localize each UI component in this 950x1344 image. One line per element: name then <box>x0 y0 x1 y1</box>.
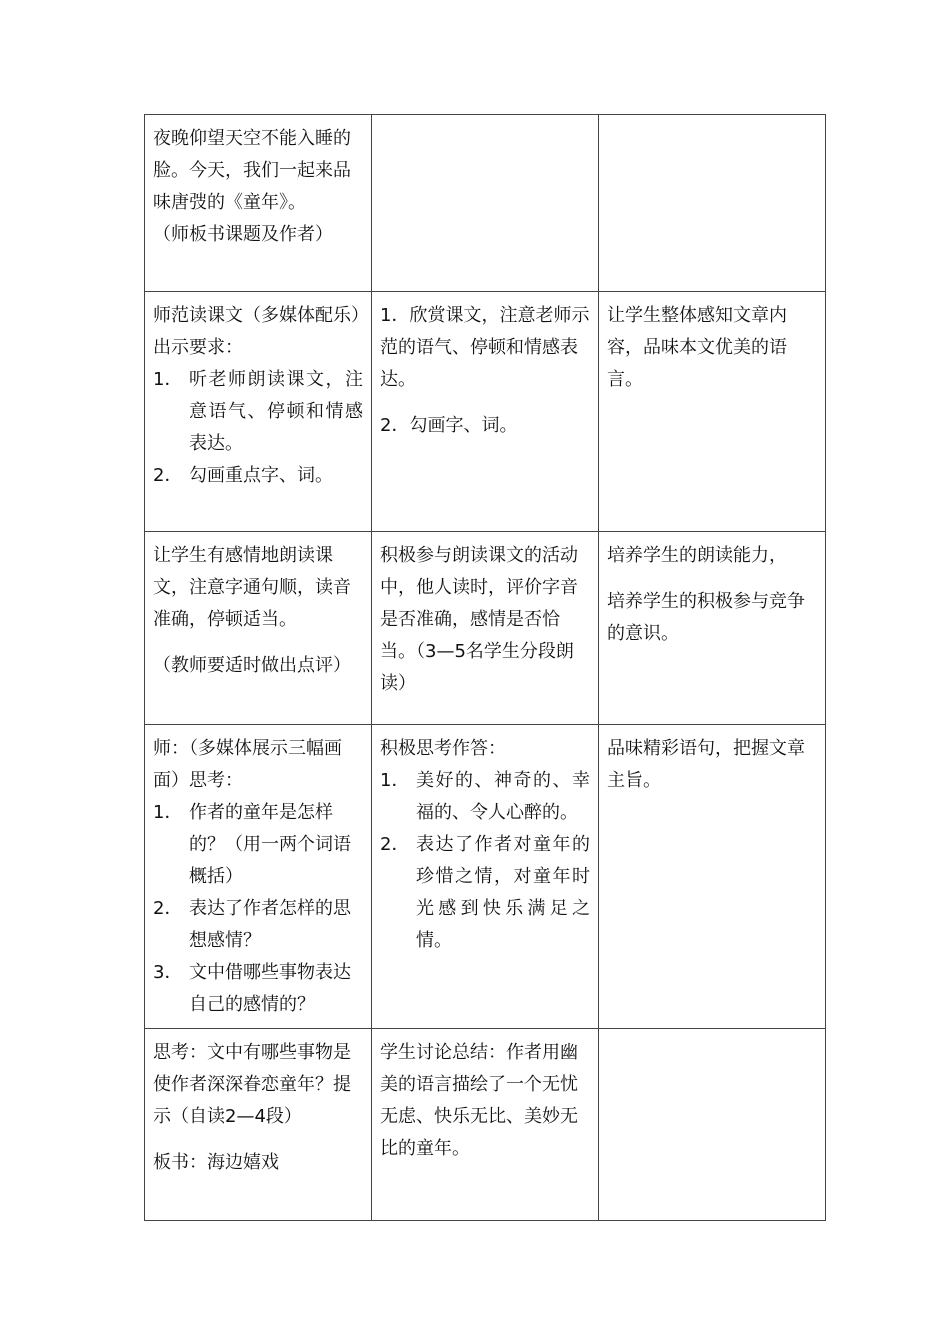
cell-paragraph: 夜晚仰望天空不能入睡的脸。今天，我们一起来品味唐弢的《童年》。 （师板书课题及作者） <box>153 128 351 245</box>
table-cell <box>145 725 372 1029</box>
table-cell <box>599 532 826 725</box>
cell-paragraph: 让学生有感情地朗读课文，注意字通句顺，读音准确，停顿适当。 <box>153 545 351 630</box>
list-text: 文中借哪些事物表达自己的感情的？ <box>189 962 351 1015</box>
list-item <box>380 829 590 957</box>
cell-paragraph: 培养学生的积极参与竞争的意识。 <box>607 591 805 644</box>
cell-paragraph: 师范读课文（多媒体配乐）出示要求： <box>153 305 360 358</box>
list-number: 2． <box>153 898 183 919</box>
cell-paragraph: 思考：文中有哪些事物是使作者深深眷恋童年？提示（自读2—4段） <box>153 1042 351 1127</box>
list-number: 2． <box>380 834 410 855</box>
cell-paragraph: 板书：海边嬉戏 <box>153 1152 279 1173</box>
cell-paragraph: （教师要适时做出点评） <box>153 655 351 676</box>
list-number: 2． <box>153 465 183 486</box>
table-cell <box>372 292 599 532</box>
cell-paragraph: 让学生整体感知文章内容，品味本文优美的语言。 <box>607 305 787 390</box>
table-cell <box>372 115 599 292</box>
cell-paragraph: 积极参与朗读课文的活动中，他人读时，评价字音是否准确，感情是否恰当。（3—5名学生分段朗读） <box>380 545 578 694</box>
table-row <box>145 292 826 532</box>
list-text: 作者的童年是怎样的？（用一两个词语概括） <box>189 802 351 887</box>
table-cell <box>372 532 599 725</box>
list-text: 美好的、神奇的、幸福的、令人心醉的。 <box>416 770 590 823</box>
table-cell <box>599 1029 826 1221</box>
list-text: 表达了作者怎样的思想感情？ <box>189 898 351 951</box>
list-number: 1． <box>153 369 183 390</box>
cell-paragraph: 培养学生的朗读能力， <box>607 545 787 566</box>
table-cell <box>372 725 599 1029</box>
cell-paragraph: 1．欣赏课文，注意老师示范的语气、停顿和情感表达。 <box>380 305 590 390</box>
lesson-plan-table <box>144 114 826 1221</box>
table-cell <box>145 532 372 725</box>
list-item <box>380 765 590 829</box>
cell-paragraph: 学生讨论总结：作者用幽美的语言描绘了一个无忧无虑、快乐无比、美妙无比的童年。 <box>380 1042 578 1159</box>
cell-paragraph: 积极思考作答： <box>380 738 506 759</box>
list-text: 表达了作者对童年的珍惜之情，对童年时光感到快乐满足之情。 <box>416 834 590 951</box>
list-text: 听老师朗读课文，注意语气、停顿和情感表达。 <box>189 369 363 454</box>
table-row <box>145 532 826 725</box>
table-cell <box>599 292 826 532</box>
table-cell <box>145 1029 372 1221</box>
cell-paragraph: 师：（多媒体展示三幅画面）思考： <box>153 738 342 791</box>
table-cell <box>145 292 372 532</box>
list-number: 1． <box>380 770 410 791</box>
table-cell <box>599 725 826 1029</box>
list-item <box>153 460 363 492</box>
list-number: 1． <box>153 802 183 823</box>
list-number: 3． <box>153 962 183 983</box>
cell-paragraph: 品味精彩语句，把握文章主旨。 <box>607 738 805 791</box>
cell-paragraph: 2．勾画字、词。 <box>380 415 518 436</box>
list-text: 勾画重点字、词。 <box>189 465 333 486</box>
table-cell <box>372 1029 599 1221</box>
table-row <box>145 1029 826 1221</box>
list-item <box>153 957 363 1021</box>
list-item <box>153 893 363 957</box>
table-cell <box>599 115 826 292</box>
list-item <box>153 797 363 893</box>
table-row <box>145 115 826 292</box>
table-row <box>145 725 826 1029</box>
table-cell <box>145 115 372 292</box>
list-item <box>153 364 363 460</box>
